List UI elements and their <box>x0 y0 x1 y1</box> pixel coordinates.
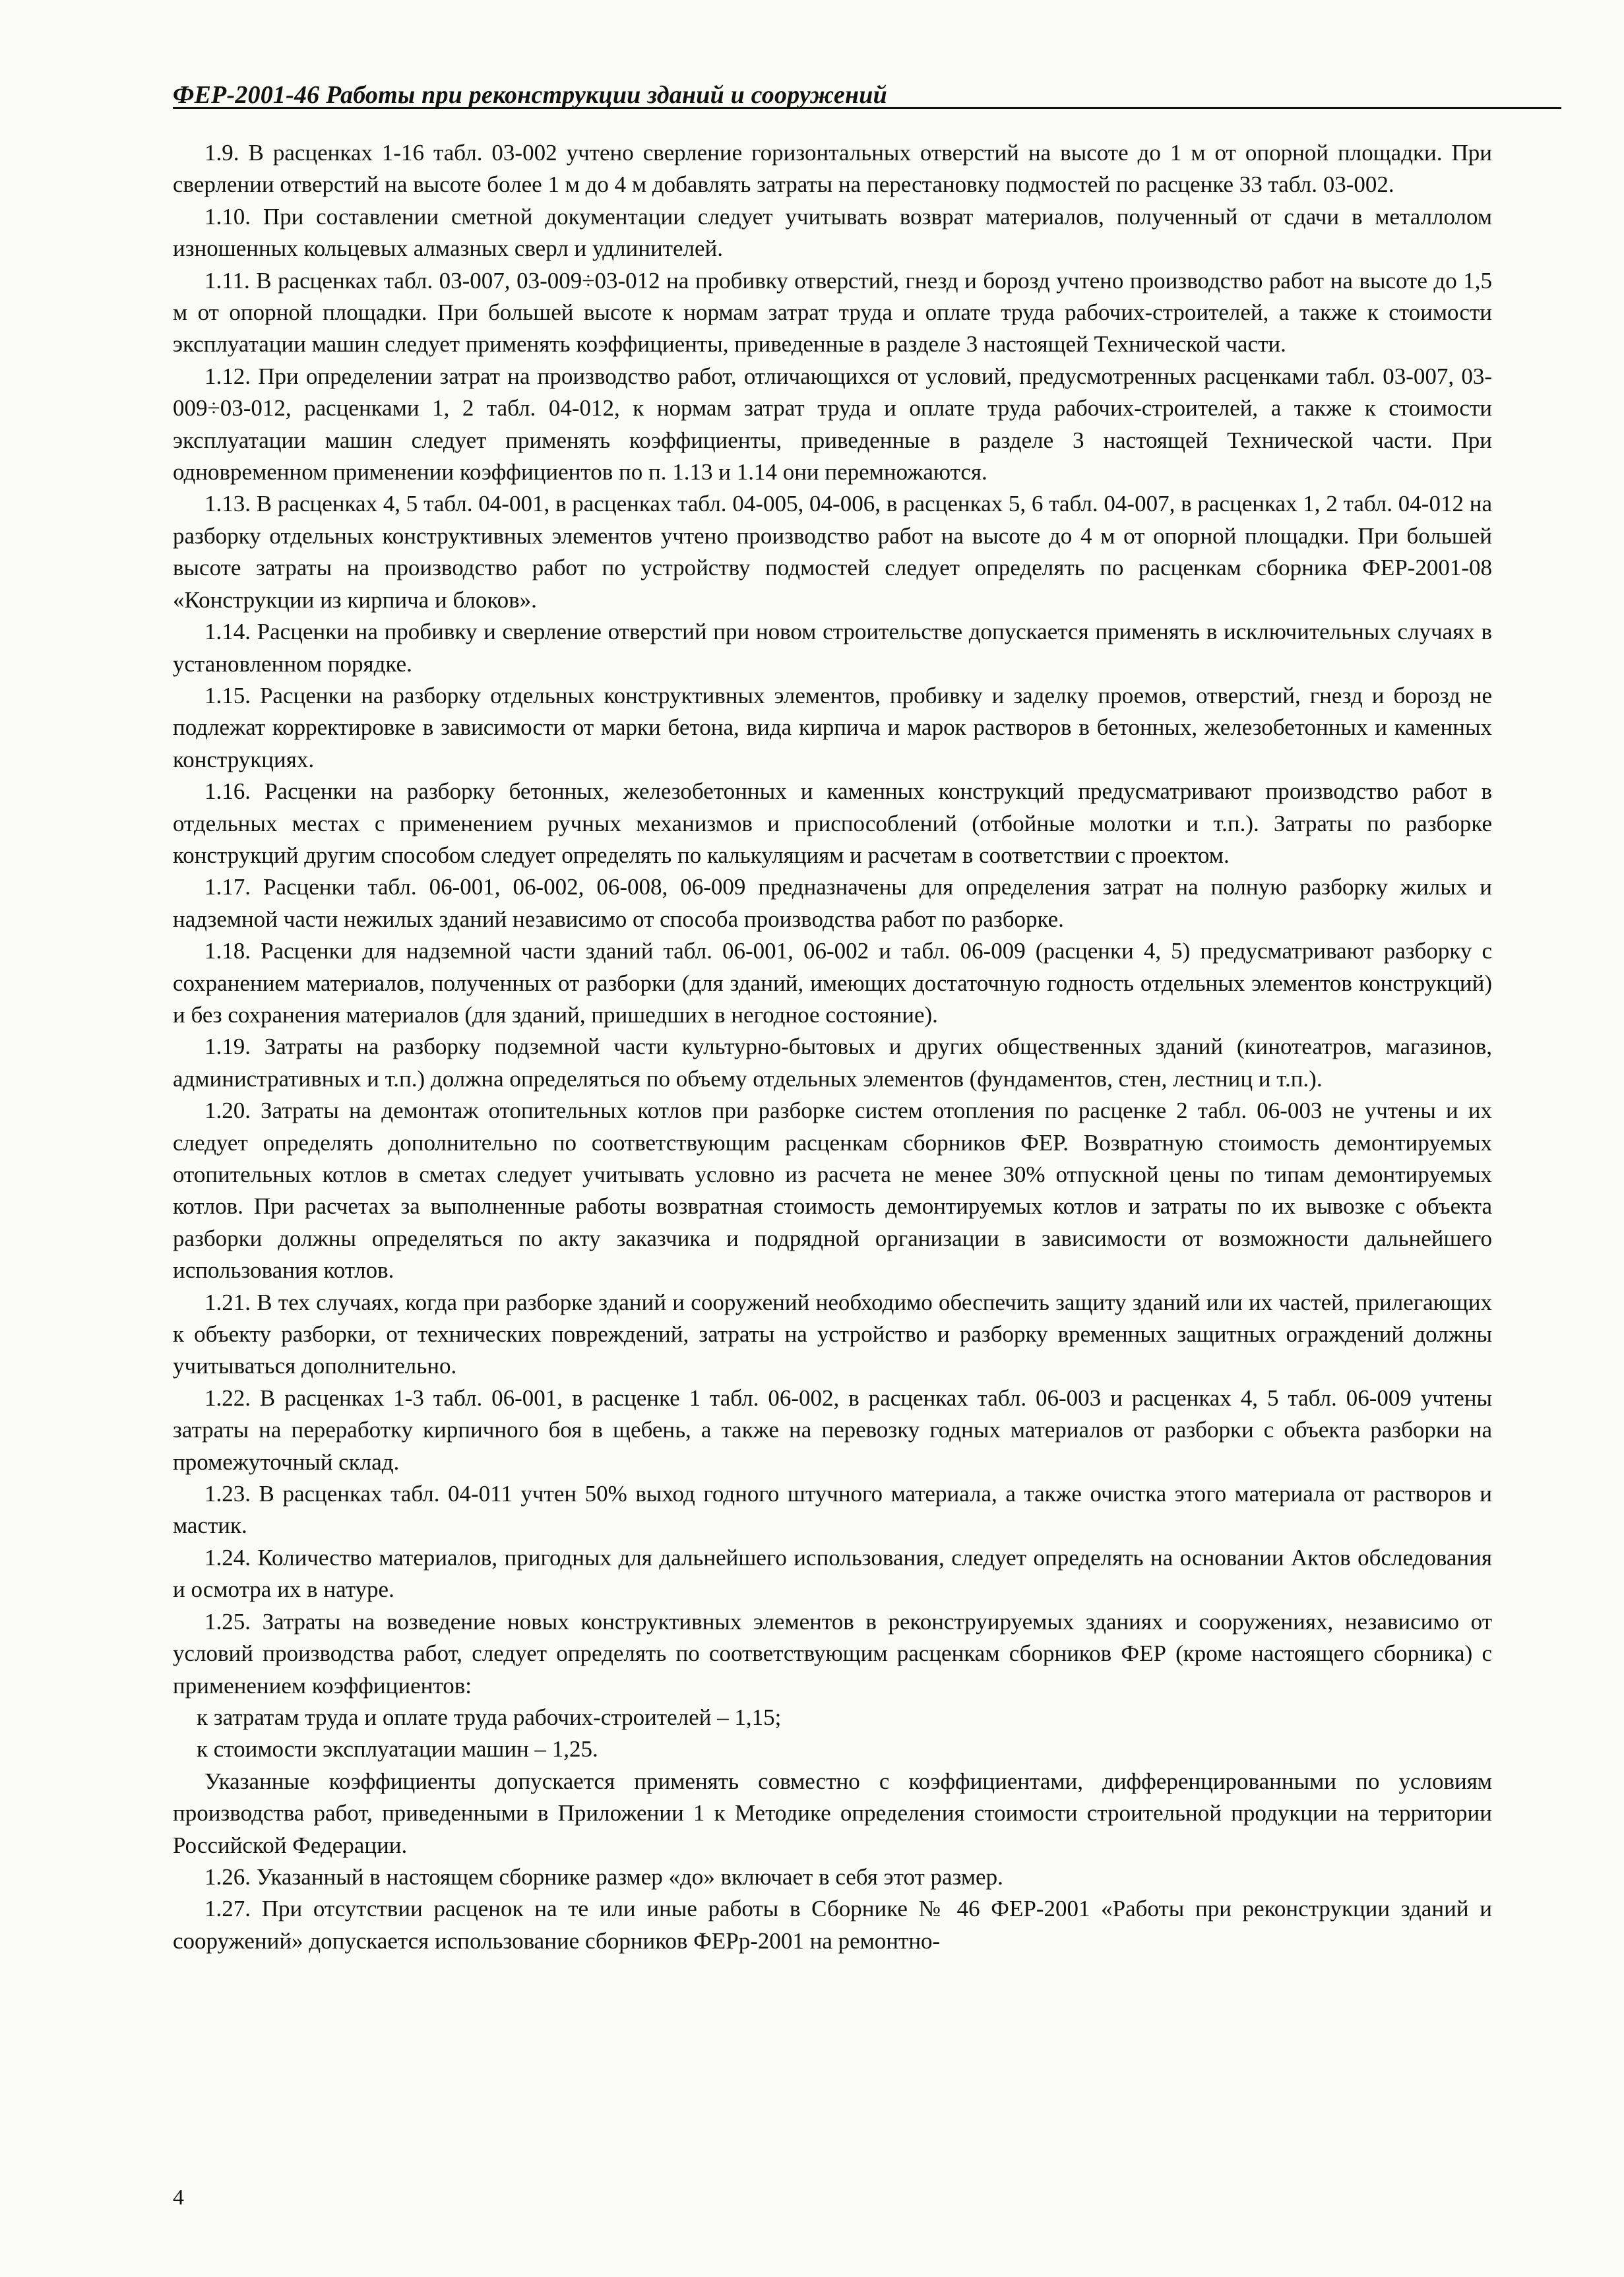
running-header: ФЕР-2001-46 Работы при реконструкции зданий и сооружений <box>173 81 887 109</box>
paragraph-1-9: 1.9. В расценках 1-16 табл. 03-002 учтено сверление горизонтальных отверстий на высоте до 1 м от опорной площадки. При сверлении отверстий на высоте более 1 м до 4 м добавлять затраты на перестановку подмостей по расценке 33 табл. 03-002. <box>173 140 1492 198</box>
paragraph-1-20: 1.20. Затраты на демонтаж отопительных котлов при разборке систем отопления по расценке 2 табл. 06-003 не учтены и их следует определять дополнительно по соответствующим расценкам сборников ФЕР. Возвратную стоимость демонтируемых отопительных котлов в сметах следует учитывать условно из расчета не менее 30% отпускной цены по типам демонтируемых котлов. При расчетах за выполненные работы возвратная стоимость демонтируемых котлов и затраты по их вывозке с объекта разборки должны определяться по акту заказчика и подрядной организации в зависимости от возможности дальнейшего использования котлов. <box>173 1098 1492 1284</box>
paragraph-1-23: 1.23. В расценках табл. 04-011 учтен 50% выход годного штучного материала, а также очистка этого материала от растворов и мастик. <box>173 1481 1492 1539</box>
paragraph-coefficients-note: Указанные коэффициенты допускается применять совместно с коэффициентами, дифференцированными по условиям производства работ, приведенными в Приложении 1 к Методике определения стоимости строительной продукции на территории Российской Федерации. <box>173 1768 1492 1858</box>
header-rule <box>173 107 1561 109</box>
paragraph-1-14: 1.14. Расценки на пробивку и сверление отверстий при новом строительстве допускается применять в исключительных случаях в установленном порядке. <box>173 619 1492 677</box>
coefficient-machines: к стоимости эксплуатации машин – 1,25. <box>197 1736 598 1762</box>
paragraph-1-27: 1.27. При отсутствии расценок на те или иные работы в Сборнике № 46 ФЕР-2001 «Работы при реконструкции зданий и сооружений» допускается использование сборников ФЕРр-2001 на ремонтно- <box>173 1896 1492 1954</box>
document-body <box>173 137 1492 1957</box>
paragraph-1-24: 1.24. Количество материалов, пригодных для дальнейшего использования, следует определять на основании Актов обследования и осмотра их в натуре. <box>173 1544 1492 1603</box>
page-number: 4 <box>173 2185 184 2210</box>
paragraph-1-15: 1.15. Расценки на разборку отдельных конструктивных элементов, пробивку и заделку проемов, отверстий, гнезд и борозд не подлежат корректировке в зависимости от марки бетона, вида кирпича и марок растворов в бетонных, железобетонных и каменных конструкциях. <box>173 682 1492 772</box>
paragraph-1-21: 1.21. В тех случаях, когда при разборке зданий и сооружений необходимо обеспечить защиту зданий или их частей, прилегающих к объекту разборки, от технических повреждений, затраты на устройство и разборку временных защитных ограждений должны учитываться дополнительно. <box>173 1289 1492 1379</box>
paragraph-1-18: 1.18. Расценки для надземной части зданий табл. 06-001, 06-002 и табл. 06-009 (расценки 4, 5) предусматривают разборку с сохранением материалов, полученных от разборки (для зданий, имеющих достаточную годность отдельных элементов конструкций) и без сохранения материалов (для зданий, пришедших в негодное состояние). <box>173 938 1492 1028</box>
paragraph-1-17: 1.17. Расценки табл. 06-001, 06-002, 06-008, 06-009 предназначены для определения затрат на полную разборку жилых и надземной части нежилых зданий независимо от способа производства работ по разборке. <box>173 874 1492 932</box>
paragraph-1-25: 1.25. Затраты на возведение новых конструктивных элементов в реконструируемых зданиях и сооружениях, независимо от условий производства работ, следует определять по соответствующим расценкам сборников ФЕР (кроме настоящего сборника) с применением коэффициентов: <box>173 1608 1492 1699</box>
paragraph-1-11: 1.11. В расценках табл. 03-007, 03-009÷03-012 на пробивку отверстий, гнезд и борозд учтено производство работ на высоте до 1,5 м от опорной площадки. При большей высоте к нормам затрат труда и оплате труда рабочих-строителей, а также к стоимости эксплуатации машин следует применять коэффициенты, приведенные в разделе 3 настоящей Технической части. <box>173 267 1492 358</box>
paragraph-1-19: 1.19. Затраты на разборку подземной части культурно-бытовых и других общественных зданий (кинотеатров, магазинов, административных и т.п.) должна определяться по объему отдельных элементов (фундаментов, стен, лестниц и т.п.). <box>173 1034 1492 1092</box>
paragraph-1-16: 1.16. Расценки на разборку бетонных, железобетонных и каменных конструкций предусматривают производство работ в отдельных местах с применением ручных механизмов и приспособлений (отбойные молотки и т.п.). Затраты по разборке конструкций другим способом следует определять по калькуляциям и расчетам в соответствии с проектом. <box>173 778 1492 868</box>
paragraph-1-22: 1.22. В расценках 1-3 табл. 06-001, в расценке 1 табл. 06-002, в расценках табл. 06-003 и расценках 4, 5 табл. 06-009 учтены затраты на переработку кирпичного боя в щебень, а также на перевозку годных материалов от разборки с объекта разборки на промежуточный склад. <box>173 1385 1492 1475</box>
coefficient-labor: к затратам труда и оплате труда рабочих-строителей – 1,15; <box>197 1704 782 1730</box>
paragraph-1-12: 1.12. При определении затрат на производство работ, отличающихся от условий, предусмотренных расценками табл. 03-007, 03-009÷03-012, расценками 1, 2 табл. 04-012, к нормам затрат труда и оплате труда рабочих-строителей, а также к стоимости эксплуатации машин следует применять коэффициенты, приведенные в разделе 3 настоящей Технической части. При одновременном применении коэффициентов по п. 1.13 и 1.14 они перемножаются. <box>173 363 1492 485</box>
paragraph-1-26: 1.26. Указанный в настоящем сборнике размер «до» включает в себя этот размер. <box>204 1863 1003 1890</box>
paragraph-1-13: 1.13. В расценках 4, 5 табл. 04-001, в расценках табл. 04-005, 04-006, в расценках 5, 6 табл. 04-007, в расценках 1, 2 табл. 04-012 на разборку отдельных конструктивных элементов учтено производство работ на высоте до 4 м от опорной площадки. При большей высоте затраты на производство работ по устройству подмостей следует определять по расценкам сборника ФЕР-2001-08 «Конструкции из кирпича и блоков». <box>173 491 1492 613</box>
paragraph-1-10: 1.10. При составлении сметной документации следует учитывать возврат материалов, полученный от сдачи в металлолом изношенных кольцевых алмазных сверл и удлинителей. <box>173 203 1492 262</box>
